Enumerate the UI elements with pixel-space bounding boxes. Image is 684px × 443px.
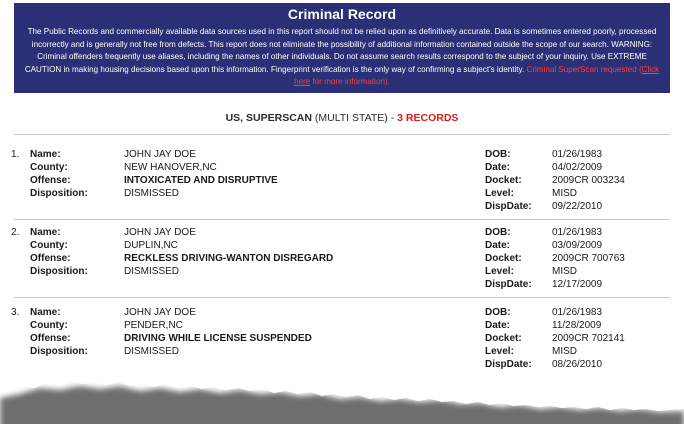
disposition-label: Disposition: xyxy=(30,188,88,199)
record-row xyxy=(0,149,684,223)
dispdate-value: 08/26/2010 xyxy=(552,359,603,370)
level-label: Level: xyxy=(485,188,514,199)
level-label: Level: xyxy=(485,346,514,357)
county-value: DUPLIN,NC xyxy=(124,240,178,251)
level-value: MISD xyxy=(552,346,577,357)
page-title: Criminal Record xyxy=(287,6,397,22)
superscan-notice-suffix: for more information). xyxy=(310,77,390,87)
name-value: JOHN JAY DOE xyxy=(124,307,196,318)
torn-paper-edge xyxy=(0,372,684,443)
record-number: 2. xyxy=(11,227,20,238)
county-value: NEW HANOVER,NC xyxy=(124,162,217,173)
dob-label: DOB: xyxy=(485,227,511,238)
name-value: JOHN JAY DOE xyxy=(124,227,196,238)
dispdate-value: 12/17/2009 xyxy=(552,279,603,290)
date-value: 11/28/2009 xyxy=(552,320,602,331)
divider xyxy=(14,219,670,220)
date-label: Date: xyxy=(485,240,511,251)
level-value: MISD xyxy=(552,188,577,199)
record-row xyxy=(0,227,684,301)
scan-separator: - xyxy=(390,112,395,124)
offense-label: Offense: xyxy=(30,175,71,186)
offense-value: DRIVING WHILE LICENSE SUSPENDED xyxy=(124,333,312,344)
county-label: County: xyxy=(30,320,68,331)
dob-value: 01/26/1983 xyxy=(552,307,603,318)
disposition-value: DISMISSED xyxy=(124,346,180,357)
divider xyxy=(14,134,670,135)
date-label: Date: xyxy=(485,162,511,173)
county-value: PENDER,NC xyxy=(124,320,183,331)
dob-value: 01/26/1983 xyxy=(552,149,603,160)
county-label: County: xyxy=(30,162,68,173)
docket-label: Docket: xyxy=(485,333,522,344)
record-number: 3. xyxy=(11,307,20,318)
dob-label: DOB: xyxy=(485,307,511,318)
docket-label: Docket: xyxy=(485,253,522,264)
record-count: 3 RECORDS xyxy=(397,112,459,124)
scan-summary xyxy=(0,112,684,124)
click-here-link[interactable]: Click here xyxy=(294,64,660,87)
dispdate-label: DispDate: xyxy=(485,201,532,212)
docket-value: 2009CR 003234 xyxy=(552,175,625,186)
disclaimer-body: The Public Records and commercially available data sources used in this report should not be relied upon as definitively accurate. Data is sometimes entered poorly, processed incorrectly and is generally not free from defects. This report does not eliminate the possibility of additional information contained outside the scope of our search. WARNING: Criminal offenders frequently use aliases, including the names of other individuals. Do not assume search results correspond to the subject of your inquiry. Use EXTREME CAUTION in making housing decisions based upon this information. Fingerprint verification is the only way of confirming a subject's identity. xyxy=(24,27,657,74)
name-label: Name: xyxy=(30,307,61,318)
level-value: MISD xyxy=(552,266,577,277)
offense-value: RECKLESS DRIVING-WANTON DISREGARD xyxy=(124,253,334,264)
offense-label: Offense: xyxy=(30,333,71,344)
dob-value: 01/26/1983 xyxy=(552,227,603,238)
date-value: 04/02/2009 xyxy=(552,162,603,173)
criminal-record-header xyxy=(14,3,670,93)
disposition-label: Disposition: xyxy=(30,346,88,357)
scan-scope: (MULTI STATE) xyxy=(314,112,388,124)
superscan-notice-prefix: Criminal SuperScan requested ( xyxy=(526,64,642,74)
county-label: County: xyxy=(30,240,68,251)
docket-label: Docket: xyxy=(485,175,522,186)
offense-value: INTOXICATED AND DISRUPTIVE xyxy=(124,175,278,186)
docket-value: 2009CR 700763 xyxy=(552,253,625,264)
name-label: Name: xyxy=(30,227,61,238)
name-label: Name: xyxy=(30,149,61,160)
divider xyxy=(14,297,670,298)
dispdate-label: DispDate: xyxy=(485,359,532,370)
disposition-label: Disposition: xyxy=(30,266,88,277)
record-row xyxy=(0,307,684,381)
disclaimer-text xyxy=(24,26,660,89)
offense-label: Offense: xyxy=(30,253,71,264)
disposition-value: DISMISSED xyxy=(124,266,180,277)
dob-label: DOB: xyxy=(485,149,511,160)
date-value: 03/09/2009 xyxy=(552,240,603,251)
scan-title: US, SUPERSCAN xyxy=(225,112,312,124)
dispdate-value: 09/22/2010 xyxy=(552,201,603,212)
disposition-value: DISMISSED xyxy=(124,188,180,199)
dispdate-label: DispDate: xyxy=(485,279,532,290)
record-number: 1. xyxy=(11,149,20,160)
docket-value: 2009CR 702141 xyxy=(552,333,625,344)
name-value: JOHN JAY DOE xyxy=(124,149,196,160)
date-label: Date: xyxy=(485,320,511,331)
level-label: Level: xyxy=(485,266,514,277)
